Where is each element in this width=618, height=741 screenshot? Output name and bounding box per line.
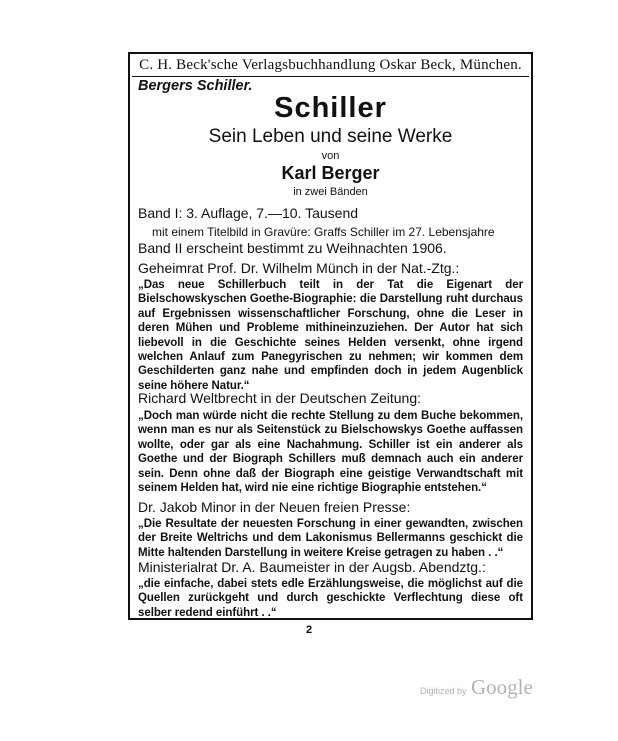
review-source: Dr. Jakob Minor in der Neuen freien Presse: (138, 499, 411, 515)
review-quote: „Doch man würde nicht die rechte Stellung zu dem Buche bekommen, wenn man es nur als Seitenstück zu Bielschowskys Goethe auffassen wollte, oder gar als eine Nachahmung. Schiller ist ein anderer als Goethe und der Biograph Schillers muß demnach auch ein anderer sein. Denn ohne daß der Biograph eine geistige Verwandtschaft mit seinem Helden hat, wird nie eine richtige Biographie entstehen.“ (138, 410, 523, 495)
review-source: Geheimrat Prof. Dr. Wilhelm Münch in der Nat.-Ztg.: (138, 260, 460, 276)
by-label: von (321, 150, 340, 162)
review-quote: „Die Resultate der neuesten Forschung in einer gewandten, zwischen der Breite Weltrichs und dem Lakonismus Bellermanns geschickt die Mitte haltenden Darstellung in weitere Kreise getragen zu haben . .“ (138, 518, 523, 559)
series-title: Bergers Schiller. (138, 78, 253, 94)
band1-note: mit einem Titelbild in Gravüre: Graffs Schiller im 27. Lebensjahre (152, 225, 495, 239)
review-source: Richard Weltbrecht in der Deutschen Zeitung: (138, 390, 421, 406)
advertisement-frame (128, 52, 533, 620)
google-logo-text: Google (470, 675, 533, 699)
publisher-line: C. H. Beck'sche Verlagsbuchhandlung Oskar Beck, München. (132, 57, 529, 77)
author-name: Karl Berger (281, 163, 380, 183)
digitized-watermark (420, 675, 533, 700)
volumes-note: in zwei Bänden (293, 186, 368, 198)
page-number: 2 (305, 624, 313, 636)
watermark-small: Digitized by (420, 686, 467, 696)
band2-info: Band II erscheint bestimmt zu Weihnachten 1906. (138, 240, 447, 256)
band1-info: Band I: 3. Auflage, 7.—10. Tausend (138, 205, 359, 221)
review-source: Ministerialrat Dr. A. Baumeister in der Augsb. Abendztg.: (138, 559, 486, 575)
review-quote: „die einfache, dabei stets edle Erzählungsweise, die möglichst auf die Quellen zurückgeht und durch geschickte Verflechtung diese oft selber redend einführt . .“ (138, 578, 523, 619)
book-title: Schiller (274, 92, 387, 124)
review-quote: „Das neue Schillerbuch teilt in der Tat die Eigenart der Bielschowskyschen Goethe-Biographie: die Darstellung ruht durchaus auf Ergebnissen wissenschaftlicher Forschung, ohne die Leser in deren Mühen und Probleme mithineinzuziehen. Der Autor hat sich liebevoll in die Geschichte seines Helden versenkt, ohne irgend welchen Anlauf zum Panegyrischen zu nehmen; wir kommen dem Geschilderten ganz nahe und empfinden doch in jedem Augenblick seine höhere Natur.“ (138, 279, 523, 392)
book-subtitle: Sein Leben und seine Werke (208, 126, 453, 147)
